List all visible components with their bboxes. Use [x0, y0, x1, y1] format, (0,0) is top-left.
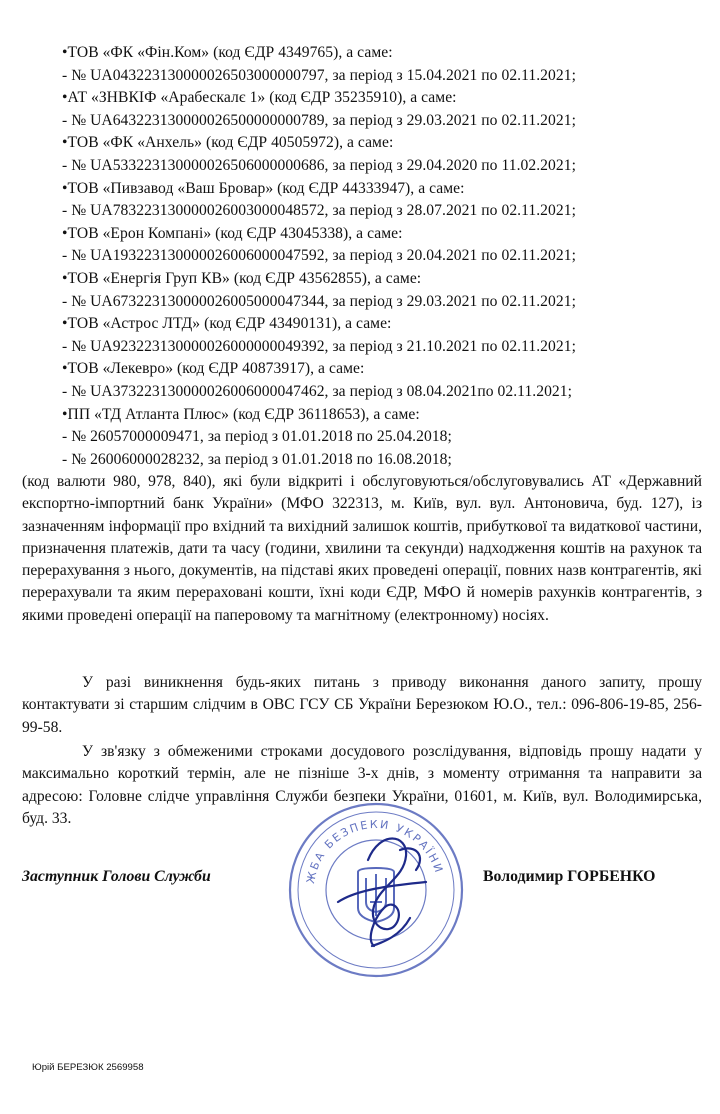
company-line: •ТОВ «Пивзавод «Ваш Бровар» (код ЄДР 44333947), а саме: — [62, 179, 465, 197]
account-line: - № UA923223130000026000000049392, за період з 21.10.2021 по 02.11.2021; — [62, 337, 576, 355]
deadline-paragraph: У зв'язку з обмеженими строками досудового розслідування, відповідь прошу надати у максимально короткий термін, але не пізніше 3-х днів, з моменту отримання та направити за адресою: Головне слідче управління Служби безпеки України, 01601, м. Київ, вул. Володимирська, буд. 33. — [22, 743, 702, 827]
company-line: •ТОВ «ФК «Анхель» (код ЄДР 40505972), а саме: — [62, 134, 394, 152]
contact-paragraph: У разі виникнення будь-яких питань з приводу виконання даного запиту, прошу контактувати зі старшим слідчим в ОВС ГСУ СБ України Березюком Ю.О., тел.: 096-806-19-85, 256-99-58. — [22, 674, 702, 736]
account-line: - № 26006000028232, за період з 01.01.2018 по 16.08.2018; — [62, 450, 452, 468]
handwritten-signature-icon — [338, 839, 426, 947]
accounts-list — [62, 42, 702, 471]
company-line: •ТОВ «Астрос ЛТД» (код ЄДР 43490131), а саме: — [62, 315, 392, 333]
account-line: - № UA373223130000026006000047462, за період з 08.04.2021по 02.11.2021; — [62, 382, 573, 400]
official-seal-stamp — [276, 790, 476, 990]
trident-emblem-icon — [358, 868, 394, 922]
company-line: •АТ «ЗНВКІФ «Арабескалє 1» (код ЄДР 35235910), а саме: — [62, 89, 457, 107]
account-line: - № UA673223130000026005000047344, за період з 29.03.2021 по 02.11.2021; — [62, 292, 576, 310]
account-line: - № UA043223130000026503000000797, за період з 15.04.2021 по 02.11.2021; — [62, 66, 576, 84]
seal-text: ЖБА БЕЗПЕКИ УКРАЇНИ — [304, 817, 446, 885]
account-line: - № 26057000009471, за період з 01.01.2018 по 25.04.2018; — [62, 428, 452, 446]
account-line: - № UA533223130000026506000000686, за період з 29.04.2020 по 11.02.2021; — [62, 156, 576, 174]
svg-text:ЖБА БЕЗПЕКИ УКРАЇНИ — [304, 818, 446, 885]
company-line: •ТОВ «Лекевро» (код ЄДР 40873917), а саме: — [62, 360, 365, 378]
company-line: •ТОВ «Ерон Компані» (код ЄДР 43045338), а саме: — [62, 224, 403, 242]
signatory-name: Володимир ГОРБЕНКО — [483, 868, 656, 885]
signatory-position: Заступник Голови Служби — [22, 868, 211, 885]
bank-details-paragraph: (код валюти 980, 978, 840), які були відкриті і обслуговуються/обслуговувались АТ «Державний експортно-імпортний банк України» (МФО 322313, м. Київ, вул. вул. Антоновича, буд. 127), із зазначенням інформації про вхідний та вихідний залишок коштів, прибуткової та видаткової частини, призначення платежів, дати та часу (години, хвилини та секунди) надходження коштів на рахунок та перерахування з нього, документів, на підставі яких проведені операції, повних назв контрагентів, які перерахували та яким перераховані кошти, їхні коди ЄДР, МФО й номерів рахунків контрагентів, з якими проведені операції на паперовому та магнітному (електронному) носіях. — [22, 473, 702, 624]
company-line: •ТОВ «Енергія Груп КВ» (код ЄДР 43562855), а саме: — [62, 269, 422, 287]
account-line: - № UA783223130000026003000048572, за період з 28.07.2021 по 02.11.2021; — [62, 202, 576, 220]
executor-footer: Юрій БЕРЕЗЮК 2569958 — [32, 1062, 144, 1073]
account-line: - № UA643223130000026500000000789, за період з 29.03.2021 по 02.11.2021; — [62, 111, 576, 129]
account-line: - № UA193223130000026006000047592, за період з 20.04.2021 по 02.11.2021; — [62, 247, 576, 265]
company-line: •ТОВ «ФК «Фін.Ком» (код ЄДР 4349765), а саме: — [62, 44, 393, 61]
company-line: •ПП «ТД Атланта Плюс» (код ЄДР 36118653), а саме: — [62, 405, 420, 423]
